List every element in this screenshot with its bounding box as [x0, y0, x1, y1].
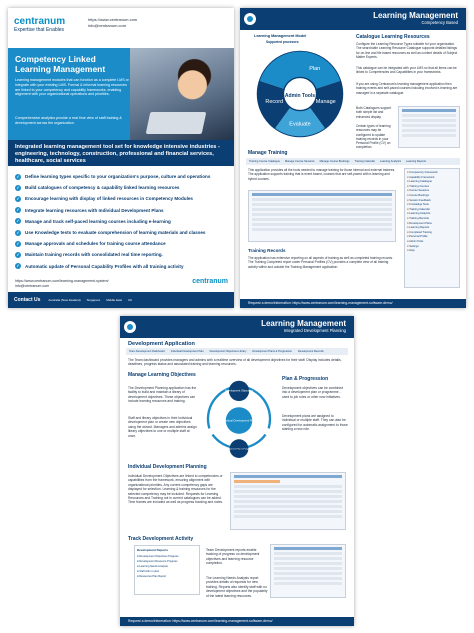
office: Singapore — [86, 298, 101, 302]
nav-item[interactable]: Learning Analytics — [380, 160, 402, 163]
model-title: Learning Management Model — [254, 34, 307, 38]
contact-us-label: Contact Us — [14, 297, 41, 303]
feature-item: ✓ Build catalogues of competency & capability linked learning resources — [16, 184, 180, 191]
feature-item: ✓ Manage and track self-paced learning courses including e-learning — [16, 218, 171, 224]
feature-item: ✓ Define learning types specific to your organization's purpose, culture and operations — [16, 173, 211, 180]
nav-item[interactable]: Development Records — [297, 350, 324, 353]
nav-item[interactable]: Training Calendar — [354, 160, 375, 163]
contact-footer — [8, 292, 234, 308]
plan-text: Development objectives can be combined into a development plan or programme - used to job roles or other new initiatives. — [282, 386, 344, 399]
check-icon: ✓ — [16, 263, 20, 269]
check-icon: ✓ — [16, 173, 20, 179]
track-text: Team Development reports enable tracking of progress on development objectives and learning resource completion. — [206, 548, 260, 566]
report-item[interactable]: ■ Resources Plan Report — [137, 574, 197, 579]
globe-logo-icon — [244, 13, 256, 25]
globe-logo-icon — [124, 321, 136, 333]
office: Australia (New Zealand) — [48, 298, 81, 302]
check-icon: ✓ — [16, 195, 20, 201]
catalogue-text: Configure the Learning Resource Types suitable for your organization. The searchable Learning Resource Catalogue supports detailed listings for on-line and file based resources as well as content details of Subject Matter Experts. — [356, 42, 458, 59]
nav-item[interactable]: Manage Course Sessions — [284, 160, 315, 163]
reports-menu-header[interactable]: Development Reports — [137, 548, 169, 552]
nav-item[interactable]: Individual Development Plan — [170, 350, 204, 353]
brochure-page-1 — [8, 8, 234, 308]
catalogue-text-3: If you are using Centranum's learning management application then training events and self-paced courses including involved e-learning are managed in a separate catalogue. — [356, 82, 458, 95]
check-icon: ✓ — [16, 207, 20, 213]
check-icon: ✓ — [16, 218, 20, 224]
learning-model-wheel — [254, 48, 346, 140]
top-contact — [88, 17, 137, 29]
catalogue-screenshot — [398, 106, 460, 148]
brochure-page-2 — [240, 8, 466, 308]
centranum-logo: centranum Expertise that Enables — [14, 16, 66, 33]
menu-item[interactable]: ■ Development Plans — [407, 222, 457, 227]
track-text-2: The Learning Needs Analysis report provides details of requests for new training. Reports also identify staff with no development objectives and the popularity of the latest learning resources. — [206, 576, 268, 598]
menu-item[interactable]: ■ Learning Analytics — [407, 212, 457, 217]
nav-item[interactable]: Development Plans & Progression — [252, 350, 292, 353]
menu-item[interactable]: ■ Competency Framework — [407, 171, 457, 176]
wheel-label: Evaluate — [289, 121, 311, 128]
cycle-label: Individual Development Plans — [221, 419, 257, 423]
menu-item[interactable]: ■ Training Courses — [407, 185, 457, 190]
wheel-label: Record — [265, 99, 284, 106]
menu-item[interactable]: ■ Learning Catalogue — [407, 180, 457, 185]
band-title: Integrated learning management tool set for knowledge intensive industries - engineering, technology, construction, professional and financial services, healthcare, social services — [15, 144, 220, 164]
report-item[interactable]: ■ Development Objectives Progress — [137, 554, 197, 559]
office-list — [48, 298, 132, 302]
development-reports-menu — [134, 545, 200, 595]
brochure-page-3 — [120, 316, 354, 626]
request-demo-bar[interactable]: Request a demo/information: https://www.centranum.com/learning-management-software-demo/ — [120, 617, 354, 626]
office: UK — [127, 298, 133, 302]
cycle-label: Development Objectives — [224, 389, 254, 393]
menu-item[interactable]: ■ Course Bookings — [407, 194, 457, 199]
office: Middle East — [106, 298, 122, 302]
idp-screenshot — [230, 472, 346, 530]
objectives-text-2: Staff and library objectives in their Individual development plan or create new objectives using the wizard. Managers and admins assign library objectives to one or multiple staff at once. — [128, 416, 197, 438]
feature-item: ✓ Encourage learning with display of linked resources in Competency Modules — [16, 195, 193, 202]
header-subtitle: Integrated Development Planning — [283, 328, 346, 333]
objectives-text: The Development Planning application has the facility to build and maintain a library of development objectives. These objectives can include learning resources and training. — [128, 386, 197, 404]
menu-item[interactable]: ■ Completed Training — [407, 231, 457, 236]
check-icon: ✓ — [16, 229, 20, 235]
nav-item[interactable]: Training Course Catalogue — [249, 160, 280, 163]
menu-item[interactable]: ■ Personal Profile — [407, 235, 457, 240]
menu-item[interactable]: ■ Training Records — [407, 217, 457, 222]
website-link[interactable]: https://www.centranum.com — [88, 17, 138, 22]
menu-item[interactable]: ■ Help — [407, 249, 457, 254]
catalogue-title: Catalogue Learning Resources — [356, 34, 430, 40]
header-subtitle: Competency Based — [421, 20, 458, 25]
check-icon: ✓ — [16, 251, 20, 257]
laptop-image — [146, 112, 207, 134]
manage-text: This application provides all the tools needed to manage training for those internal and external trainees. The application supports training that is event based, courses that are self-paced with e-learning and hybrid courses. — [248, 168, 396, 181]
menu-item[interactable]: ■ Session Feedback — [407, 199, 457, 204]
feature-item: ✓ Manage approvals and schedules for training course attendance — [16, 240, 166, 247]
training-records-title: Training Records — [248, 248, 286, 253]
training-nav-bar — [246, 158, 460, 165]
request-demo-bar[interactable]: Request a demo/information: https://www.centranum.com/learning-management-software-demo/ — [240, 299, 466, 308]
feature-item: ✓ Integrate learning resources with Individual Development Plans — [16, 207, 164, 213]
centranum-logo-small: centranum — [192, 278, 228, 285]
menu-item[interactable]: ■ Admin Tools — [407, 240, 457, 245]
catalogue-text-2: This catalogue can be integrated with your LMS so that all items can be linked to Competencies and Capabilities in your frameworks. — [356, 66, 457, 75]
wheel-center-label: Admin Tools — [284, 92, 316, 99]
objectives-title: Manage Learning Objectives — [128, 372, 196, 378]
track-activity-title: Track Development Activity — [128, 536, 194, 542]
hero-photo — [130, 48, 234, 140]
lms-link[interactable]: https://www.centranum.com/learning-management-system/ — [15, 279, 109, 283]
wheel-label: Manage — [315, 99, 336, 106]
header-title: Learning Management — [261, 319, 346, 328]
plan-text-2: Development plans are assigned to individual or multiple staff. They can also be configured for automatic assignment to those starting a new role. — [282, 414, 348, 432]
tagline-band — [8, 140, 234, 166]
menu-item[interactable]: ■ Capability Framework — [407, 176, 457, 181]
menu-item[interactable]: ■ Settings — [407, 245, 457, 250]
catalogue-text-5: Certain types of learning resources may be configured to update training records in your Personal Profile (CV) on completion. — [356, 124, 391, 150]
email-link[interactable]: info@centranum.com — [88, 23, 127, 28]
menu-item[interactable]: ■ Learning Reports — [407, 226, 457, 231]
hero-title: Competency Linked Learning Management — [15, 54, 106, 74]
development-text: The Team dashboard provides managers and admins with a realtime overview of all development objectives for their staff. Display includes details, deadlines, progress status and associated training and learning resources. — [128, 358, 342, 367]
development-app-title: Development Application — [128, 341, 195, 347]
email-link-bottom[interactable]: info@centranum.com — [15, 284, 50, 288]
nav-item[interactable]: Manage Course Bookings — [319, 160, 350, 163]
cycle-label: Development Plan & Progression — [223, 448, 255, 451]
development-cycle-diagram — [200, 380, 278, 458]
plan-progression-title: Plan & Progression — [282, 376, 329, 382]
hero-text-2: Comprehensive analytics provide a real time view of staff training & development across the organization. — [15, 116, 122, 125]
feature-item: ✓ Automatic update of Personal Capability Profiles with all training activity — [16, 263, 184, 269]
app-menu-panel — [404, 168, 460, 288]
menu-item[interactable]: ■ Course Sessions — [407, 189, 457, 194]
manage-training-title: Manage Training — [248, 150, 288, 156]
hero-banner — [8, 48, 234, 140]
catalogue-text-4: Both Catalogues support both simple list and enhanced display. — [356, 106, 392, 119]
nav-item[interactable]: Development Objectives Library — [209, 350, 247, 353]
page3-header — [120, 316, 354, 338]
page1-top — [8, 8, 234, 48]
header-title: Learning Management — [373, 11, 458, 20]
menu-item[interactable]: ■ Training Calendar — [407, 208, 457, 213]
report-item[interactable]: ■ Staff with no plan — [137, 569, 197, 574]
wheel-label: Plan — [309, 66, 321, 73]
feature-item: ✓ Maintain training records with consolidated real time reporting. — [16, 251, 163, 258]
nav-item[interactable]: Team Development Dashboard — [129, 350, 165, 353]
menu-item[interactable]: ■ Knowledge Tests — [407, 203, 457, 208]
feature-item: ✓ Use Knowledge tests to evaluate comprehension of learning materials and classes — [16, 229, 206, 236]
nav-item[interactable]: Learning Reports — [406, 160, 426, 163]
check-icon: ✓ — [16, 240, 20, 246]
model-subtitle: Supported processes — [266, 40, 299, 44]
bottom-links — [15, 279, 109, 289]
feature-list — [15, 171, 229, 272]
page2-header — [240, 8, 466, 30]
report-item[interactable]: ■ Development Resource Progress — [137, 559, 197, 564]
check-icon: ✓ — [16, 184, 20, 190]
idp-text: Individual Development Objectives are linked to competencies or capabilities from the framework, ensuring alignment with organizational priorities. Any current competency gaps are displayed for selection. Learning & training resources for the selected competency may be included. Requests for Learning Resources and Training not in current catalogues can be added. Time frames are included as well as progress tracking and notes. — [128, 474, 223, 505]
training-screenshot — [248, 190, 396, 242]
development-nav-bar — [126, 348, 348, 355]
report-item[interactable]: ■ Learning Needs Analysis — [137, 564, 197, 569]
reports-screenshot — [270, 544, 346, 598]
records-text: The application has extensive reporting on all aspects of training as well as completed training records. The Training Completed report under Personal Profiles (CV) provides a complete view of all training activity within and outside the Training Management application. — [248, 256, 393, 269]
idp-title: Individual Development Planning — [128, 464, 207, 470]
hero-text: Learning management modules that can function as a complete LMS or integrate with your existing LMS. Formal & informal learning resources are linked to your competency and capability frameworks, enabling alignment with your organizational operations and priorities. — [15, 78, 129, 97]
